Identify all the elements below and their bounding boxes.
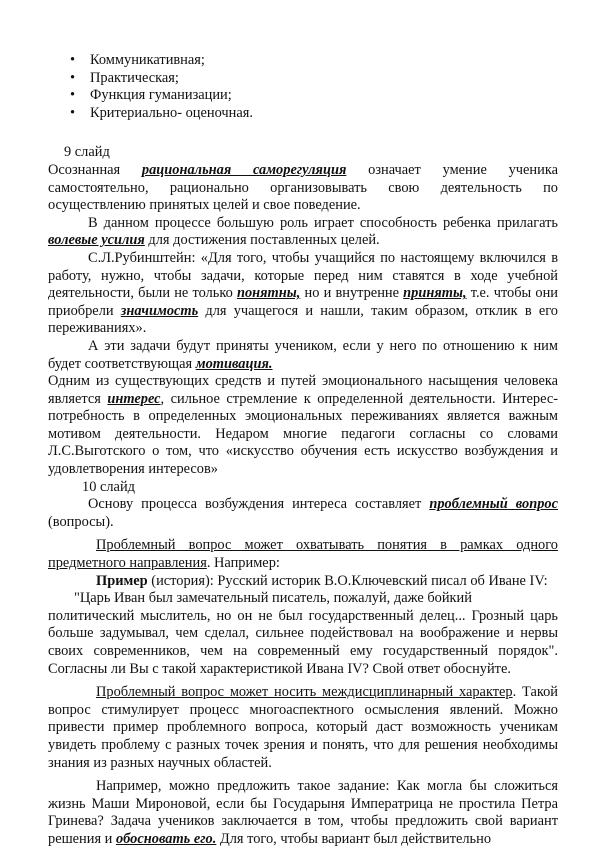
text-run: Одним из существующих средств и путей эмоционального насыщения человека является — [48, 373, 558, 407]
text-run: . Например: — [206, 555, 280, 572]
term-self-regulation: рациональная саморегуляция — [141, 161, 347, 178]
text-run: т.е. чтобы они приобрели — [48, 285, 558, 319]
text-run: Например, можно предложить такое задание: Как могла бы сложиться жизнь Маши Мироновой, если бы Государыня Императрица не простила Петра Гринева? Задача учеников заключается в том, чтобы предложить свой вариант решения и — [48, 778, 558, 847]
text-run: С.Л.Рубинштейн: «Для того, чтобы учащийся по настоящему включился в работу, нужно, чтобы задачи, которые перед ним ставятся в ходе учебной деятельности, были не только — [48, 249, 558, 302]
term-interest: интерес — [107, 390, 161, 407]
text-run: А эти задачи будут приняты учеником, если у него по отношению к ним будет соответствующая — [48, 337, 558, 372]
underlined-statement: Проблемный вопрос может охватывать понятия в рамках одного предметного направления — [48, 537, 558, 572]
paragraph-self-regulation — [48, 162, 558, 215]
term-significance: значимость — [120, 302, 199, 319]
term-will-efforts: волевые усилия — [48, 232, 145, 249]
paragraph-example-task — [48, 778, 558, 848]
functions-list — [48, 52, 558, 122]
slide-10-heading: 10 слайд — [82, 478, 135, 495]
paragraph-single-subject — [48, 537, 558, 572]
term-understood: понятны, — [236, 285, 301, 302]
quote-first-line: "Царь Иван был замечательный писатель, пожалуй, даже бойкий — [74, 590, 472, 607]
text-run: , сильное стремление к определенной деятельности. Интерес- потребность в определенных эмоциональных переживаниях является важным мотивом деятельности. Недаром многие педагоги согласны со словами Л.С.Выготского о том, что «искусство обучения есть искусство возбуждения и удовлетворения интересов» — [48, 390, 558, 478]
document-page — [48, 52, 558, 849]
list-item: • Практическая; — [48, 70, 558, 88]
text-run: Для того, чтобы вариант был действительно — [216, 830, 492, 847]
paragraph-will-efforts — [48, 215, 558, 250]
text-run: . Такой вопрос стимулирует процесс многоаспектного осмысления явлений. Можно привести пример проблемного вопроса, который даст возможность ученикам увидеть проблему с разных точек зрения и понять, что для решения необходимы знания из разных научных областей. — [48, 684, 558, 771]
text-run: Осознанная — [48, 161, 142, 178]
paragraph-motivation — [48, 338, 558, 373]
text-run: Основу процесса возбуждения интереса составляет — [88, 496, 430, 513]
term-motivation: мотивация. — [195, 355, 273, 372]
text-run: означает умение ученика самостоятельно, рационально организовывать свою деятельность по осуществлению принятых целей и свое поведение. — [48, 161, 558, 214]
list-item: • Функция гуманизации; — [48, 87, 558, 105]
text-run: для учащегося и нашли, таким образом, отклик в его переживаниях». — [48, 302, 558, 337]
text-run: (вопросы). — [48, 513, 114, 530]
text-run: (история): Русский историк В.О.Ключевский писал об Иване IV: — [147, 572, 548, 589]
text-run: но и внутренне — [300, 285, 404, 302]
list-item: • Критериально- оценочная. — [48, 105, 558, 123]
paragraph-example-history — [48, 573, 558, 591]
text-run: для достижения поставленных целей. — [144, 232, 380, 249]
paragraph-rubinstein-quote — [48, 250, 558, 338]
term-accepted: приняты, — [403, 285, 467, 302]
term-justify: обосновать его. — [115, 830, 217, 847]
paragraph-interest — [48, 373, 558, 479]
underlined-statement: Проблемный вопрос может носить междисциплинарный характер — [96, 684, 513, 701]
list-item: • Коммуникативная; — [48, 52, 558, 70]
quote-continuation: политический мыслитель, но он не был государственный делец... Грозный царь больше задумывал, чем сделал, сильнее подействовал на воображение и нервы своих современников, чем на современный ему государственный порядок". Согласны ли Вы с такой характеристикой Ивана IV? Свой ответ обоснуйте. — [48, 607, 558, 677]
example-label: Пример — [96, 572, 148, 589]
slide-9-heading: 9 слайд — [64, 144, 110, 161]
term-problem-question: проблемный вопрос — [429, 496, 558, 513]
text-run: В данном процессе большую роль играет способность ребенка прилагать — [88, 214, 558, 231]
paragraph-problem-question — [48, 496, 558, 531]
paragraph-interdisciplinary — [48, 684, 558, 772]
